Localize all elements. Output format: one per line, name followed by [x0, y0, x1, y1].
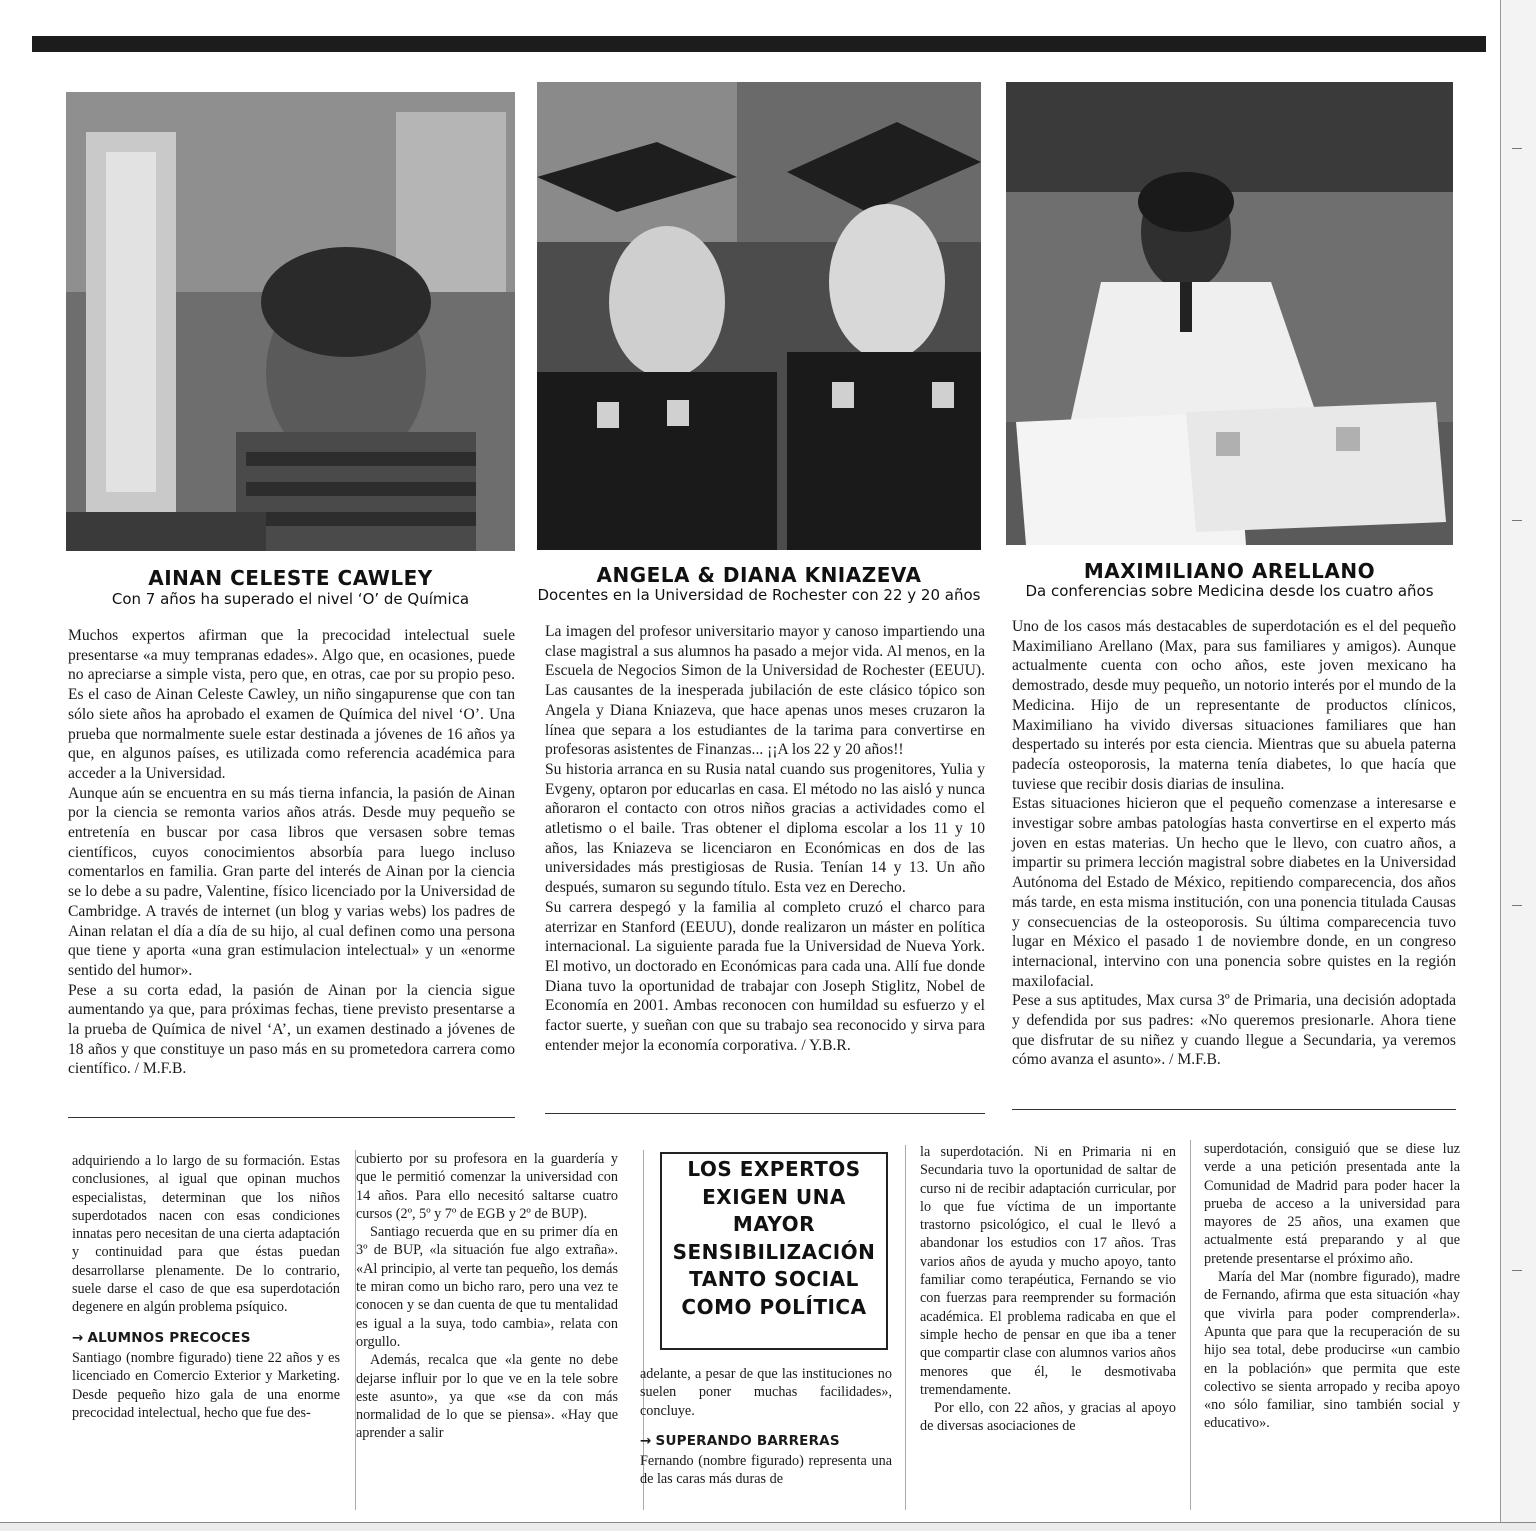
photo-kniazeva-image: [537, 82, 981, 550]
scan-right-margin: [1500, 0, 1536, 1530]
article-column-2: [356, 1150, 618, 1443]
paragraph: Pese a su corta edad, la pasión de Ainan por la ciencia sigue aumentando ya que, para próximas fechas, tiene previsto presentarse a la prueba de Química de nivel ‘A’, un examen destinado a jóvenes de 18 años y que constituye un paso más en su prometedora carrera como científico. / M.F.B.: [68, 981, 515, 1078]
paragraph: adquiriendo a lo largo de su formación. Estas conclusiones, al igual que opinan muchos especialistas, determinan que los niños superdotados nacen con esas condiciones innatas pero necesitan de una cierta adaptación y continuidad para que éstas puedan desarrollarse plenamente. De lo contrario, suele darse el caso de que esa superdotación degenere en algún problema psíquico.: [72, 1153, 340, 1316]
paragraph: La imagen del profesor universitario mayor y canoso impartiendo una clase magistral a sus alumnos ha pasado a mejor vida. Al menos, en la Escuela de Negocios Simon de la Universidad de Rochester (EEUU). Las causantes de la inesperada jubilación de este clásico tópico son Angela y Diana Kniazeva, que hace apenas unos meses cruzaron la línea que separa a los estudiantes de la tarima para convertirse en profesoras asistentes de Finanzas... ¡¡A los 22 y 20 años!!: [545, 623, 985, 759]
arrow-icon: →: [72, 1329, 84, 1346]
profile-body-kniazeva: [545, 622, 985, 1055]
paragraph: María del Mar (nombre figurado), madre de Fernando, afirma que esta situación «hay que vivirla para poder comprenderla». Apunta que para que la recuperación de su hijo sea total, debe producirse «un cambio en la población» que permita que este colectivo se sienta arropado y reciba apoyo «no sólo familiar, sino también social y educativo».: [1204, 1269, 1460, 1432]
article-column-4: [920, 1143, 1176, 1436]
margin-mark: [1512, 1270, 1522, 1271]
paragraph: Santiago (nombre figurado) tiene 22 años y es licenciado en Comercio Exterior y Marketing. Desde pequeño hizo gala de una enorme precocidad intelectual, hecho que fue des-: [72, 1349, 340, 1421]
paragraph: Estas situaciones hicieron que el pequeño comenzase a interesarse e investigar sobre ambas patologías hasta convertirse en el experto más joven en estas materias. Un hecho que le llevo, con cuatro años, a impartir su primera lección magistral sobre diabetes en la Universidad Autónoma del Estado de México, repitiendo comparecencia, dos años más tarde, en esta misma institución, con una ponencia titulada Causas y consecuencias de la osteoporosis. Su última comparecencia tuvo lugar en México el pasado 1 de noviembre donde, en un congreso internacional, intervino con una ponencia sobre quistes en la región maxilofacial.: [1012, 795, 1456, 990]
profile-body-ainan: [68, 626, 515, 1079]
paragraph: Pese a sus aptitudes, Max cursa 3º de Primaria, una decisión adoptada y defendida por sus padres: «No queremos presionarle. Ahora tiene que disfrutar de su niñez y cuando llegue a Secundaria, ya veremos cómo avanza el asunto». / M.F.B.: [1012, 992, 1456, 1069]
paragraph: la superdotación. Ni en Primaria ni en Secundaria tuvo la oportunidad de saltar de curso ni de recibir adaptación curricular, por lo que fue víctima de un importante trastorno psicológico, el cual le llevó a abandonar los estudios con 17 años. Tras varios años de ayuda y mucho apoyo, tanto familiar como terapéutica, Fernando se vio con fuerzas para reemprender su formación académica. El problema radicaba en que el simple hecho de pensar en que iba a tener que compartir clase con alumnos varios años menores que él, le desmotivaba tremendamente.: [920, 1144, 1176, 1398]
profile-subtitle-kniazeva: Docentes en la Universidad de Rochester con 22 y 20 años: [537, 586, 981, 604]
paragraph: cubierto por su profesora en la guardería y que le permitió comenzar la universidad con 14 años. Para ello necesitó saltarse cuatro cursos (2º, 5º y 7º de EGB y 2º de BUP).: [356, 1151, 618, 1222]
top-black-rule: [32, 36, 1486, 52]
paragraph: Uno de los casos más destacables de superdotación es el del pequeño Maximiliano Arellano (Max, para sus familiares y amigos). Aunque actualmente cuenta con ocho años, este joven mexicano ha demostrado, desde muy pequeño, un notorio interés por el mundo de la Medicina. Hijo de un representante de productos clínicos, Maximiliano ha vivido diversas situaciones familiares que han despertado su interés por esta ciencia. Mientras que su abuela paterna padecía osteoporosis, la materna tenía diabetes, lo que hacía que tuviese que recibir dosis diarias de insulina.: [1012, 618, 1456, 793]
article-column-1: [72, 1152, 340, 1422]
column-rule: [905, 1145, 906, 1510]
paragraph: adelante, a pesar de que las instituciones no suelen poner muchas facilidades», concluye.: [640, 1366, 892, 1419]
column-rule: [1190, 1140, 1191, 1510]
photo-ainan-image: [66, 92, 515, 551]
arrow-icon: →: [640, 1432, 652, 1449]
profile-name-maximiliano: MAXIMILIANO ARELLANO: [1083, 559, 1376, 583]
profile-name-kniazeva: ANGELA & DIANA KNIAZEVA: [596, 563, 922, 587]
subhead-alumnos-precoces: → ALUMNOS PRECOCES: [72, 1329, 251, 1346]
paragraph: Muchos expertos afirman que la precocidad intelectual suele presentarse «a muy tempranas edades». Algo que, en ocasiones, puede no apreciarse a simple vista, pero que, en otras, cae por su propio peso. Es el caso de Ainan Celeste Cawley, un niño singapurense que con tan sólo siete años ha aprobado el examen de Química del nivel ‘O’. Una prueba que normalmente suele estar destinada a jóvenes de 16 años ya que, en algunos países, es utilizada como referencia académica para acceder a la Universidad.: [68, 627, 515, 782]
paragraph: Su carrera despegó y la familia al completo cruzó el charco para aterrizar en Stanford (EEUU), donde realizaron un máster en política internacional. La siguiente parada fue la Universidad de Nueva York. El motivo, un doctorado en Económicas para cada una. Allí fue donde Diana tuvo la oportunidad de trabajar con Joseph Stiglitz, Nobel de Economía en 2001. Ambas reconocen con humildad su esfuerzo y el factor suerte, y sueñan con que su trabajo sea reconocido y sirva para entender mejor la economía corporativa. / Y.B.R.: [545, 898, 985, 1054]
section-divider: [1012, 1109, 1456, 1110]
photo-maximiliano-image: [1006, 82, 1453, 545]
photo-maximiliano: [1006, 82, 1453, 545]
paragraph: Santiago recuerda que en su primer día en 3º de BUP, «la situación fue algo extraña». «Al principio, al verte tan pequeño, los demás te miran como un bicho raro, pero una vez te conocen y se dan cuenta de que tu mentalidad es igual a la suya, todo cambia», relata con orgullo.: [356, 1224, 618, 1350]
paragraph: superdotación, consiguió que se diese luz verde a una petición presentada ante la Comunidad de Madrid para poder hacer la prueba de acceso a la universidad para mayores de 25 años, una examen que actualmente está preparando y al que pretende presentarse el próximo año.: [1204, 1141, 1460, 1267]
paragraph: Fernando (nombre figurado) representa una de las caras más duras de: [640, 1453, 892, 1488]
subhead-superando-barreras: → SUPERANDO BARRERAS: [640, 1432, 840, 1449]
profile-subtitle-ainan: Con 7 años ha superado el nivel ‘O’ de Química: [111, 590, 470, 608]
section-divider: [68, 1117, 515, 1118]
profile-subtitle-maximiliano: Da conferencias sobre Medicina desde los cuatro años: [1025, 582, 1434, 600]
paragraph: Por ello, con 22 años, y gracias al apoyo de diversas asociaciones de: [920, 1400, 1176, 1435]
margin-mark: [1512, 520, 1522, 521]
margin-mark: [1512, 905, 1522, 906]
article-column-5: [1204, 1140, 1460, 1433]
pull-quote: LOS EXPERTOS EXIGEN UNA MAYOR SENSIBILIZACIÓN TANTO SOCIAL COMO POLÍTICA: [672, 1157, 876, 1319]
profile-body-maximiliano: [1012, 617, 1456, 1070]
margin-mark: [1512, 148, 1522, 149]
article-column-3: [640, 1365, 892, 1489]
photo-kniazeva: [537, 82, 981, 550]
paragraph: Su historia arranca en su Rusia natal cuando sus progenitores, Yulia y Evgeny, optaron por educarlas en casa. El método no las aisló y nunca añoraron el contacto con otros niños gracias a actividades como el atletismo o el baile. Tras obtener el diploma escolar a los 11 y 10 años, las Kniazeva se licenciaron en Económicas en dos de las universidades más prestigiosas de Rusia. Tenían 14 y 13. Un año después, sumaron su segundo título. Esta vez en Derecho.: [545, 760, 985, 897]
photo-ainan: [66, 92, 515, 551]
paragraph: Además, recalca que «la gente no debe dejarse influir por lo que ve en la tele sobre este asunto», ya que «se da con más normalidad de lo que se piensa». «Hay que aprender a salir: [356, 1352, 618, 1442]
paragraph: Aunque aún se encuentra en su más tierna infancia, la pasión de Ainan por la ciencia se remonta varios años atrás. Desde muy pequeño se entretenía en buscar por casa libros que versasen sobre temas científicos, cuyos conocimientos absorbía para luego incluso comentarlos en familia. Gran parte del interés de Ainan por la ciencia se lo debe a su padre, Valentine, físico licenciado por la Universidad de Cambridge. A través de internet (un blog y varias webs) los padres de Ainan relatan el día a día de su hijo, al cual definen como una persona que tiene y aporta «una gran estimulacion intelectual» y un «enorme sentido del humor».: [68, 784, 515, 979]
profile-name-ainan: AINAN CELESTE CAWLEY: [148, 566, 433, 590]
section-divider: [545, 1113, 985, 1114]
